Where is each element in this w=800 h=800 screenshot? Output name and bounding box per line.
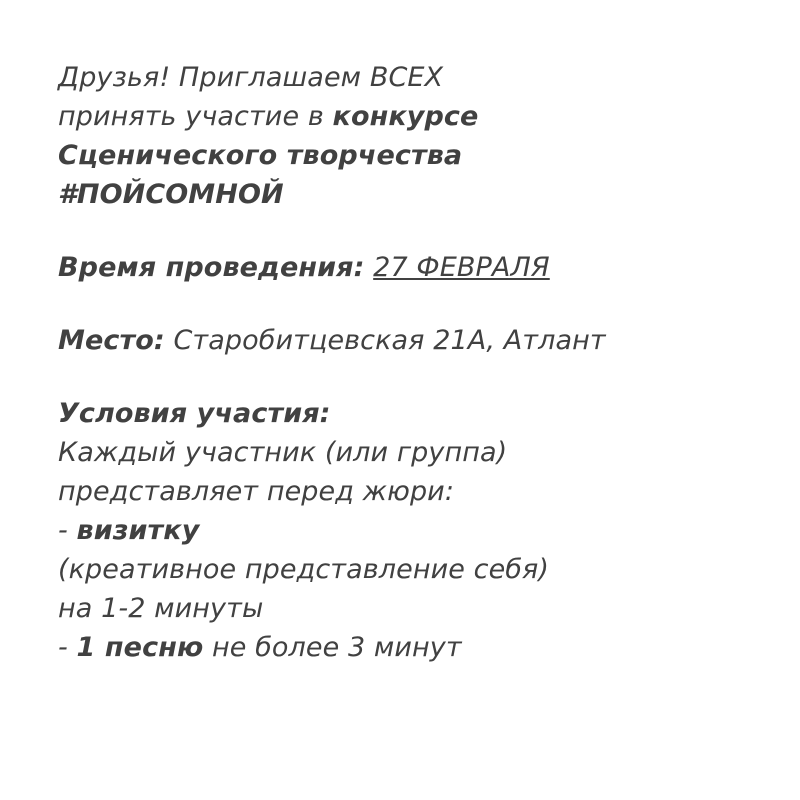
place-paragraph <box>58 321 744 360</box>
conditions-item-1-bold: визитку <box>76 515 200 546</box>
conditions-item-1-dash: - <box>58 515 77 546</box>
intro-line-1: Друзья! Приглашаем ВСЕХ <box>58 62 444 93</box>
conditions-paragraph <box>58 394 744 667</box>
place-label: Место: <box>58 325 165 356</box>
conditions-item-1 <box>58 511 744 550</box>
intro-line-2-bold: конкурсе <box>332 101 479 132</box>
conditions-item-2-bold: 1 песню <box>76 632 204 663</box>
intro-line-2-plain: принять участие в <box>58 101 333 132</box>
conditions-heading: Условия участия: <box>58 398 331 429</box>
intro-line-2 <box>58 97 744 136</box>
time-label: Время проведения: <box>58 252 365 283</box>
place-value: Старобитцевская 21А, Атлант <box>173 325 606 356</box>
conditions-item-2-dash: - <box>58 632 77 663</box>
intro-line-4-hashtag: #ПОЙСОМНОЙ <box>58 179 284 210</box>
conditions-line-1: Каждый участник (или группа) <box>58 437 508 468</box>
conditions-line-2: представляет перед жюри: <box>58 476 455 507</box>
intro-line-3: Сценического творчества <box>58 140 463 171</box>
place-line <box>58 321 744 360</box>
intro-paragraph <box>58 58 744 214</box>
conditions-item-2 <box>58 628 744 667</box>
time-space <box>364 252 373 283</box>
time-line <box>58 248 744 287</box>
conditions-item-1-duration: на 1-2 минуты <box>58 593 264 624</box>
time-paragraph <box>58 248 744 287</box>
time-value: 27 ФЕВРАЛЯ <box>373 252 550 283</box>
conditions-item-1-note: (креативное представление себя) <box>58 554 550 585</box>
conditions-item-2-rest: не более 3 минут <box>203 632 462 663</box>
